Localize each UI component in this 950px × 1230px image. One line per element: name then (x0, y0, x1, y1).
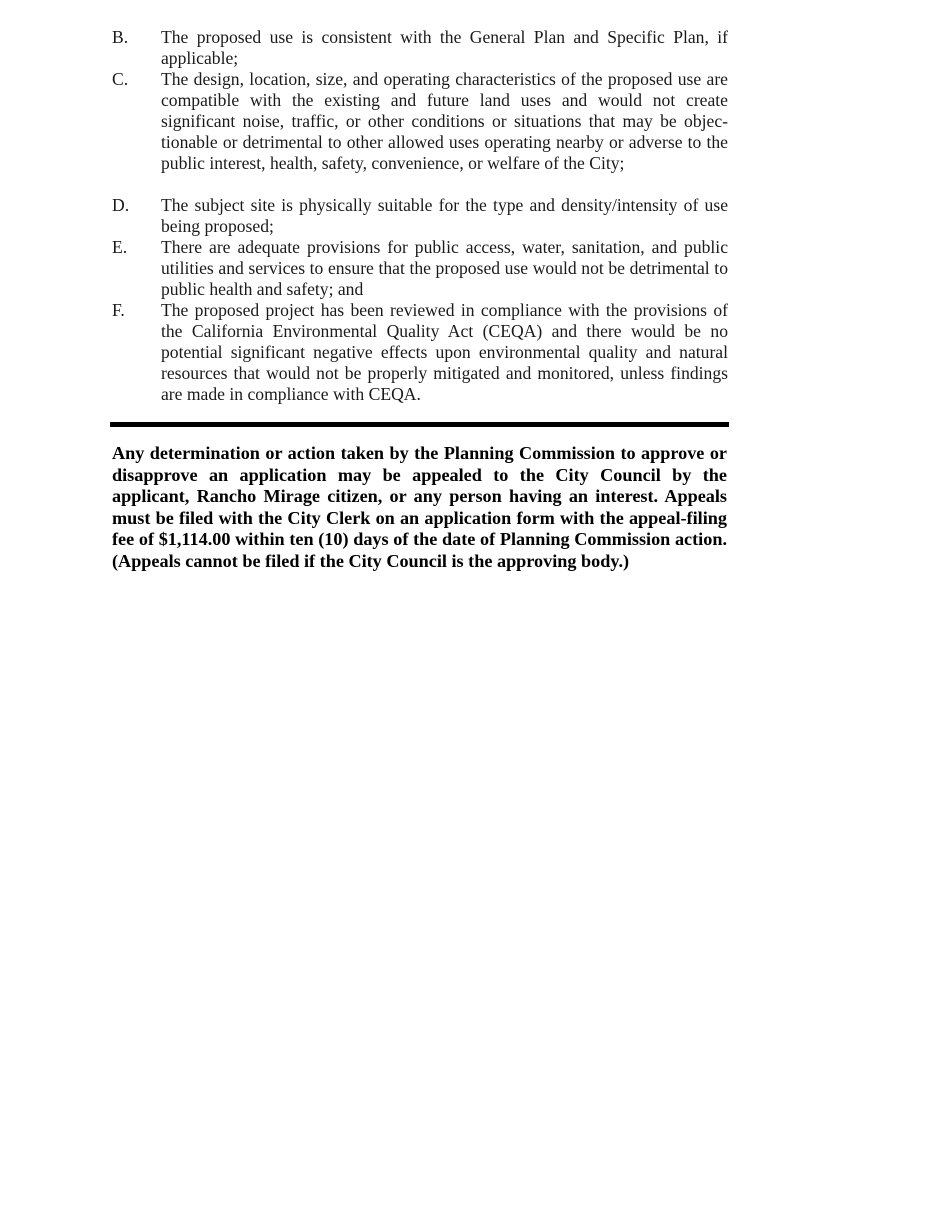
appeal-notice: Any determination or action taken by the Planning Commission to approve or disapprove an application may be appealed to the City Council by the applicant, Rancho Mirage citizen, or any person having an interest. Appeals must be filed with the City Clerk on an application form with the appeal-filing fee of $1,114.00 within ten (10) days of the date of Planning Commission action. (Appeals cannot be filed if the City Council is the approving body.) (112, 443, 727, 571)
finding-e (112, 237, 728, 300)
finding-b (112, 27, 728, 69)
finding-d (112, 195, 728, 237)
finding-letter: D. (112, 195, 130, 215)
finding-text: The subject site is physically suitable for the type and density/intensity of use being proposed; (161, 195, 728, 236)
finding-text: The proposed use is consistent with the General Plan and Specific Plan, if applicable; (161, 27, 728, 68)
finding-text: The proposed project has been reviewed in compliance with the provisions of the California Environmental Quality Act (CEQA) and there would be no potential significant negative effects upon environmental quality and natural resources that would not be properly mitigated and monitored, unless findings are made in compliance with CEQA. (161, 300, 728, 404)
finding-text: The design, location, size, and operating characteristics of the proposed use are compatible with the existing and future land uses and would not create significant noise, traffic, or other conditions or situations that may be objectionable or detrimental to other allowed uses operating nearby or adverse to the public interest, health, safety, convenience, or welfare of the City; (161, 69, 728, 173)
finding-letter: E. (112, 237, 128, 257)
finding-letter: B. (112, 27, 129, 47)
findings-list (112, 27, 728, 405)
finding-c (112, 69, 728, 174)
finding-letter: F. (112, 300, 125, 320)
finding-f (112, 300, 728, 405)
finding-letter: C. (112, 69, 129, 89)
finding-text: There are adequate provisions for public access, water, sanitation, and public utilities and services to ensure that the proposed use would not be detrimental to public health and safety; and (161, 237, 728, 299)
section-divider (110, 422, 729, 427)
